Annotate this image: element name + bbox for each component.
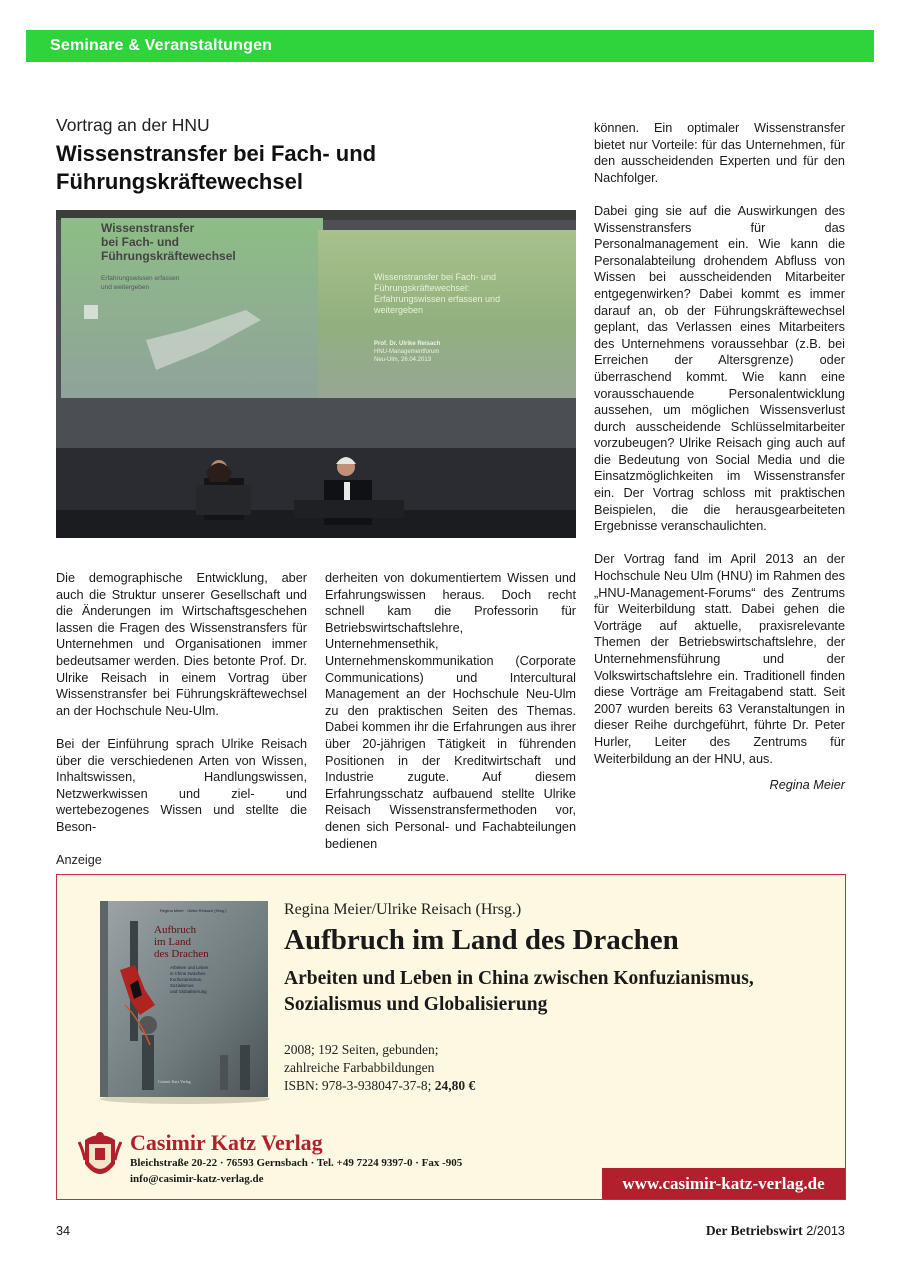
ad-book-details (284, 1041, 475, 1095)
event-photo (56, 210, 576, 538)
publisher-crest-icon (77, 1130, 123, 1186)
paragraph: Bei der Einführung sprach Ulrike Reisach über die verschiedenen Arten von Wissen, Inhaltswissen, Handlungswissen, Netzwerkwissen und ziel- und wertebezogenes Wissen und stellte die Beson- (56, 736, 307, 834)
article-headline: Wissenstransfer bei Fach- und Führungskräftewechsel (56, 141, 377, 194)
publisher-email[interactable]: info@casimir-katz-verlag.de (130, 1173, 264, 1185)
slide-left-subtitle: Erfahrungswissen erfassen und weitergeben (101, 275, 180, 291)
ad-editors: Regina Meier/Ulrike Reisach (Hrsg.) (284, 901, 522, 918)
magazine-issue: 2/2013 (806, 1224, 845, 1238)
ad-isbn-line (284, 1077, 475, 1095)
ad-book-title: Aufbruch im Land des Drachen (284, 924, 679, 956)
book-cover-publisher: Casimir Katz Verlag (158, 1079, 191, 1084)
book-cover-image (90, 895, 270, 1105)
ad-price: 24,80 € (434, 1078, 476, 1093)
book-cover-editors: Regina Meier · Ulrike Reisach (Hrsg.) (160, 908, 227, 913)
slide-right-meta: Prof. Dr. Ulrike Reisach HNU-Managementforum Neu-Ulm, 26.04.2013 (374, 341, 441, 363)
ad-isbn: ISBN: 978-3-938047-37-8; (284, 1078, 435, 1093)
page-number: 34 (56, 1224, 71, 1238)
ad-label: Anzeige (56, 853, 102, 867)
paragraph: können. Ein optimaler Wissenstransfer bietet nur Vorteile: für das Unternehmen, für den ausscheidenden Experten und für den Nachfolger. (594, 121, 845, 185)
ad-details-line: zahlreiche Farbabbildungen (284, 1060, 435, 1075)
paragraph: Der Vortrag fand im April 2013 an der Hochschule Neu Ulm (HNU) im Rahmen des „HNU-Management-Forums“ des Zentrums für Weiterbildung statt. Dabei gehen die Vorträge auf aktuelle, praxisrelevante Themen der Betriebswirtschaftslehre, der Unternehmensführung und der Volkswirtschaftslehre ein. Traditionell finden diese Vorträge am Freitagabend statt. Seit 2007 wurden bereits 63 Veranstaltungen in dieser Reihe durchgeführt, führte Dr. Peter Hurler, Leiter des Zentrums für Weiterbildung an der HNU, aus. (594, 552, 846, 766)
magazine-footer (706, 1223, 845, 1239)
magazine-name: Der Betriebswirt (705, 1223, 803, 1238)
article-author: Regina Meier (769, 778, 845, 793)
publisher-name: Casimir Katz Verlag (130, 1130, 323, 1155)
slide-left-title: Wissenstransfer bei Fach- und Führungskräftewechsel (101, 221, 236, 263)
publisher-url-link[interactable]: www.casimir-katz-verlag.de (602, 1168, 845, 1199)
paragraph: derheiten von dokumentiertem Wissen und Erfahrungswissen heraus. Doch recht schnell kam die Professorin für Betriebswirtschaftslehre, Unternehmensethik, Unternehmenskommunikation (Corporate Communications) und Intercultural Management an der Hochschule Neu-Ulm zu den praktischen Seiten des Themas. Dabei kommen ihr die Erfahrungen aus ihrer über 20-jährigen Tätigkeit in führenden Positionen in der Kreditwirtschaft und Industrie zugute. Auf diesem Erfahrungsschatz aufbauend stellte Ulrike Reisach Wissenstransfermethoden vor, denen sich Personal- und Fachabteilungen bedienen (325, 571, 576, 851)
book-cover-title: Aufbruch im Land des Drachen (154, 924, 209, 960)
publisher-address (130, 1155, 462, 1187)
article-column-3 (594, 120, 845, 794)
article-kicker: Vortrag an der HNU (56, 115, 210, 135)
book-cover-subtitle: Arbeiten und Leben in China zwischen Konfuzianismus, Sozialismus und Globalisierung (170, 965, 209, 994)
paragraph: Die demographische Entwicklung, aber auch die Struktur unserer Gesellschaft und die Änderungen im Wirtschaftsgeschehen lassen die Fragen des Wissenstransfers für Unternehmen und Organisationen immer bedeutsamer werden. Dies betonte Prof. Dr. Ulrike Reisach in einem Vortrag über Wissenstransfer bei Führungskräftewechsel an der Hochschule Neu-Ulm. (56, 571, 307, 718)
section-header: Seminare & Veranstaltungen (26, 30, 874, 62)
ad-details-line: 2008; 192 Seiten, gebunden; (284, 1042, 439, 1057)
slide-right-title: Wissenstransfer bei Fach- und Führungskräftewechsel: Erfahrungswissen erfassen und weitergeben (374, 272, 501, 315)
article-column-1 (56, 570, 307, 836)
paragraph: Dabei ging sie auf die Auswirkungen des Wissenstransfers für das Personalmanagement ein. Wie kann die Personalabteilung drohendem Abfluss von Wissen bei ausscheidenden Mitarbeiter entgegenwirken? Dabei kommt es immer darauf an, ob der Führungskräftewechsel geplant, das Verlassen eines Mitarbeiters des Unternehmens voraussehbar (z.B. bei Erreichen der Altersgrenze) oder überraschend kommt. Wie kann eine vorausschauende Personalentwicklung aussehen, um möglichen Wissensverlust durch ausscheidende Schlüsselmitarbeiter vorzubeugen? Ulrike Reisach ging auch auf die Bedeutung von Social Media und die Einsatzmöglichkeiten im Wissenstransfer ein. Der Vortrag schloss mit praktischen Beispielen, die die herausgearbeiteten Ergebnisse veranschaulichten. (594, 203, 845, 534)
ad-book-subtitle: Arbeiten und Leben in China zwischen Konfuzianismus, Sozialismus und Globalisierung (284, 968, 754, 1015)
article-column-2 (325, 570, 576, 852)
publisher-street: Bleichstraße 20-22 · 76593 Gernsbach · Tel. +49 7224 9397-0 · Fax -905 (130, 1157, 463, 1169)
